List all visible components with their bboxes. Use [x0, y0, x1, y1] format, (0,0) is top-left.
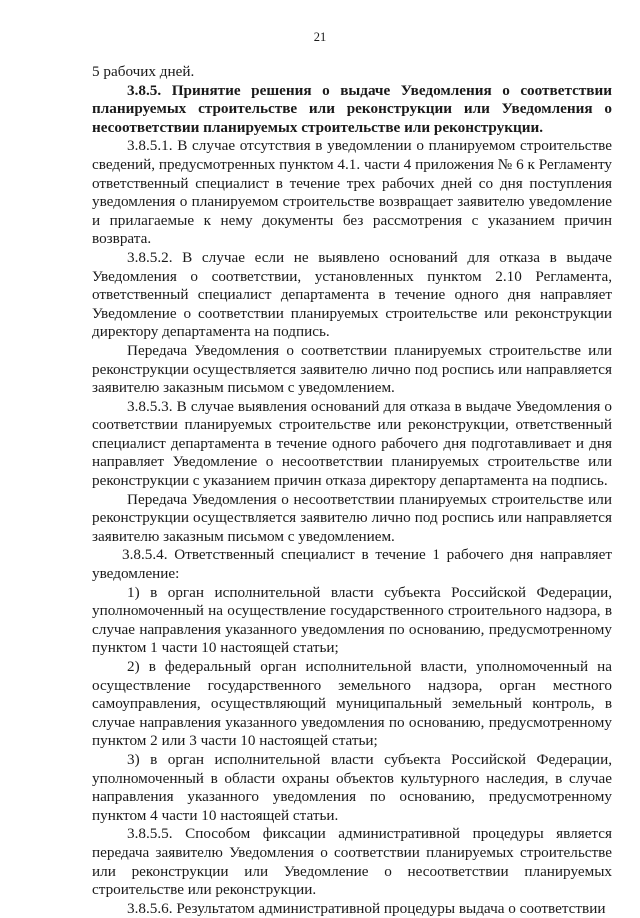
section-heading [92, 82, 612, 138]
list-item-1: 1) в орган исполнительной власти субъекта Российской Федерации, уполномоченный на осуществление государственного строительного надзора, в случае направления указанного уведомления по основанию, предусмотренному пунктом 1 части 10 настоящей статьи; [92, 583, 612, 657]
paragraph-transfer-conformity: Передача Уведомления о соответствии планируемых строительстве или реконструкции осуществляется заявителю лично под роспись или направляется заявителю заказным письмом с уведомлением. [92, 341, 612, 397]
list-item-2: 2) в федеральный орган исполнительной власти, уполномоченный на осуществление государственного земельного надзора, орган местного самоуправления, осуществляющий муниципальный земельный контроль, в случае направления указанного уведомления по основанию, предусмотренному пунктом 2 или 3 части 10 настоящей статьи; [92, 658, 612, 750]
paragraph-continuation: 5 рабочих дней. [92, 63, 195, 80]
paragraph-transfer-nonconformity: Передача Уведомления о несоответствии планируемых строительстве или реконструкции осуществляется заявителю лично под роспись или направляется заявителю заказным письмом с уведомлением. [92, 490, 612, 545]
list-item-3: 3) в орган исполнительной власти субъекта Российской Федерации, уполномоченный в области охраны объектов культурного наследия, в случае направления указанного уведомления по основанию, предусмотренному пунктом 4 части 10 настоящей статьи. [92, 750, 612, 824]
section-heading-number: 3.8.5. [127, 81, 162, 99]
paragraph-3-8-5-5: 3.8.5.5. Способом фиксации административной процедуры является передача заявителю Уведомления о соответствии планируемых строительстве или реконструкции или Уведомление о несоответствии планируемых строительстве или реконструкции. [92, 825, 612, 899]
paragraph-3-8-5-1: 3.8.5.1. В случае отсутствия в уведомлении о планируемом строительстве сведений, предусмотренных пунктом 4.1. части 4 приложения № 6 к Регламенту ответственный специалист в течение трех рабочих дней со дня поступления уведомления о планируемом строительстве возвращает заявителю уведомление и прилагаемые к нему документы без рассмотрения с указанием причин возврата. [92, 137, 612, 248]
document-body [92, 63, 612, 918]
paragraph-3-8-5-2: 3.8.5.2. В случае если не выявлено оснований для отказа в выдаче Уведомления о соответствии, установленных пунктом 2.10 Регламента, ответственный специалист департамента в течение одного дня направляет Уведомление о соответствии планируемых строительстве или реконструкции директору департамента на подпись. [92, 248, 612, 341]
section-heading-text: Принятие решения о выдаче Уведомления о соответствии планируемых строительстве или реконструкции или Уведомления о несоответствии планируемых строительстве или реконструкции. [92, 81, 612, 136]
paragraph-3-8-5-6: 3.8.5.6. Результатом административной процедуры выдача о соответствии [127, 899, 606, 917]
paragraph-3-8-5-4: 3.8.5.4. Ответственный специалист в течение 1 рабочего дня направляет уведомление: [92, 546, 612, 583]
paragraph-3-8-5-3: 3.8.5.3. В случае выявления оснований для отказа в выдаче Уведомления о соответствии планируемых строительстве или реконструкции, ответственный специалист департамента в течение одного рабочего дня подготавливает и дня направляет Уведомление о несоответствии планируемых строительстве или реконструкции с указанием причин отказа директору департамента на подпись. [92, 397, 612, 490]
page-number: 21 [313, 30, 327, 44]
